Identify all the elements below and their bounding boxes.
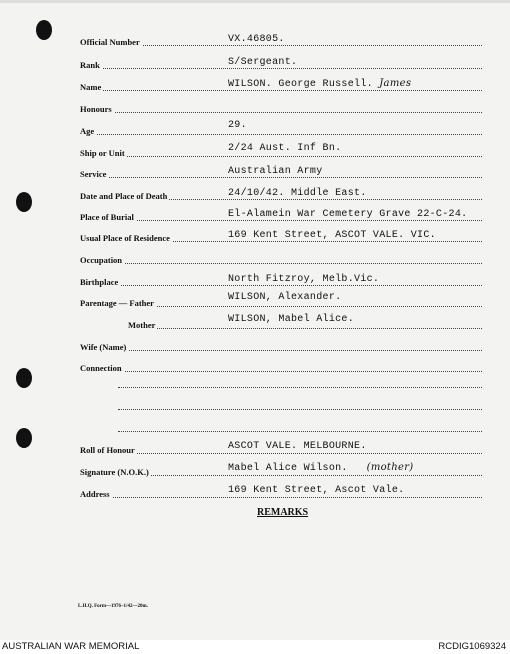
field-honours [80, 99, 482, 115]
field-label: Usual Place of Residence [80, 233, 170, 243]
dotted-line [80, 263, 482, 264]
dotted-line [80, 156, 482, 157]
field-connection [80, 358, 482, 374]
handwritten-signature-note: (mother) [366, 462, 414, 473]
field-service [80, 164, 482, 180]
field-value: ASCOT VALE. MELBOURNE. [228, 441, 367, 452]
typed-signature: Mabel Alice Wilson. [228, 463, 348, 474]
handwritten-name: James [379, 78, 412, 89]
field-label: Signature (N.O.K.) [80, 467, 149, 477]
dotted-line [80, 371, 482, 372]
dotted-line [80, 453, 482, 454]
field-value: Australian Army [228, 166, 323, 177]
field-value: 29. [228, 120, 247, 131]
dotted-line [118, 387, 482, 388]
field-signature-nok [80, 462, 482, 478]
field-official-number [80, 32, 482, 48]
form-imprint: L.H.Q. Form—1976–1/42—20m. [78, 604, 148, 609]
dotted-line [118, 431, 482, 432]
field-label: Official Number [80, 37, 140, 47]
field-ship-or-unit [80, 143, 482, 159]
field-label: Service [80, 169, 107, 179]
field-label: Ship or Unit [80, 148, 125, 158]
field-value: S/Sergeant. [228, 57, 298, 68]
field-value: 2/24 Aust. Inf Bn. [228, 143, 342, 154]
footer-source: AUSTRALIAN WAR MEMORIAL [2, 641, 140, 652]
dotted-line [80, 497, 482, 498]
field-place-of-burial [80, 207, 482, 223]
field-label: Mother [128, 320, 156, 330]
field-label: Name [80, 82, 102, 92]
field-value [228, 78, 411, 90]
field-label: Parentage — Father [80, 298, 154, 308]
field-occupation [80, 250, 482, 266]
field-label: Address [80, 489, 110, 499]
top-edge [0, 0, 510, 3]
dotted-line [80, 68, 482, 69]
dotted-line [80, 285, 482, 286]
field-value: VX.46805. [228, 34, 285, 45]
dotted-line [128, 328, 482, 329]
field-mother [80, 315, 482, 331]
dotted-line [80, 220, 482, 221]
field-label: Roll of Honour [80, 445, 135, 455]
field-value: 24/10/42. Middle East. [228, 188, 367, 199]
field-value: North Fitzroy, Melb.Vic. [228, 274, 380, 285]
field-label: Rank [80, 60, 100, 70]
field-label: Wife (Name) [80, 342, 127, 352]
dotted-line [80, 177, 482, 178]
field-label: Honours [80, 104, 112, 114]
field-birthplace [80, 272, 482, 288]
field-value: WILSON, Mabel Alice. [228, 314, 355, 325]
field-label: Birthplace [80, 277, 119, 287]
dotted-line [80, 112, 482, 113]
field-date-place-of-death [80, 186, 482, 202]
field-value [228, 462, 414, 474]
field-label: Age [80, 126, 95, 136]
field-wife [80, 337, 482, 353]
field-label: Occupation [80, 255, 123, 265]
field-age [80, 121, 482, 137]
dotted-line [118, 409, 482, 410]
field-usual-residence [80, 228, 482, 244]
field-label: Place of Burial [80, 212, 134, 222]
field-label: Date and Place of Death [80, 191, 168, 201]
field-name [80, 77, 482, 93]
dotted-line [80, 90, 482, 91]
field-label: Connection [80, 363, 122, 373]
field-value: 169 Kent Street, ASCOT VALE. VIC. [228, 230, 436, 241]
field-rank [80, 55, 482, 71]
field-value: El-Alamein War Cemetery Grave 22-C-24. [228, 209, 468, 220]
field-father [80, 293, 482, 309]
footer-record-id: RCDIG1069324 [438, 641, 506, 652]
punch-hole-icon [16, 368, 32, 388]
field-value: WILSON, Alexander. [228, 292, 342, 303]
remarks-heading: REMARKS [257, 507, 309, 518]
punch-hole-icon [36, 20, 52, 40]
field-value: 169 Kent Street, Ascot Vale. [228, 485, 405, 496]
punch-hole-icon [16, 192, 32, 212]
archive-footer [0, 640, 510, 654]
field-address [80, 484, 482, 500]
typed-name: WILSON. George Russell. [228, 79, 373, 90]
dotted-line [80, 134, 482, 135]
punch-hole-icon [16, 428, 32, 448]
dotted-line [80, 350, 482, 351]
field-roll-of-honour [80, 440, 482, 456]
